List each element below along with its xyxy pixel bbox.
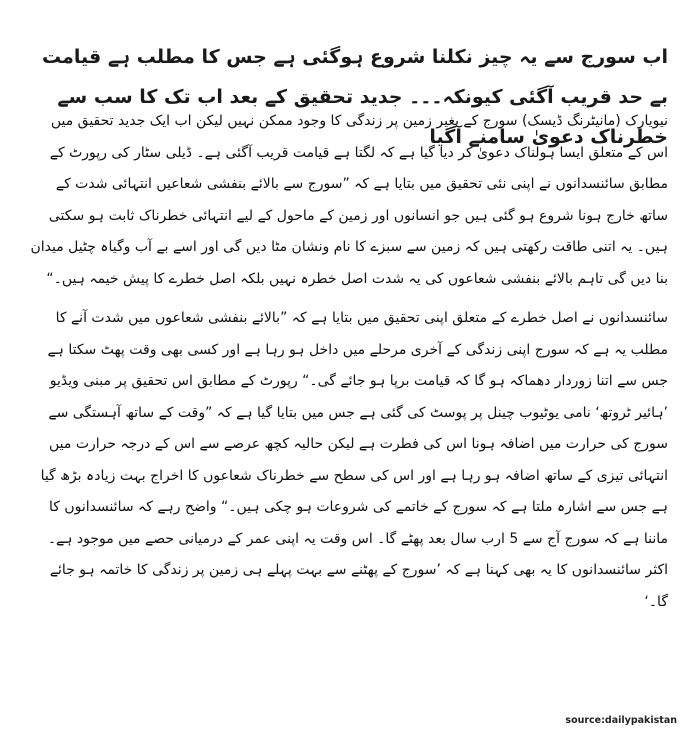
article-headline: اب سورج سے یہ چیز نکلنا شروع ہوگئی ہے جس کا مطلب ہے قیامت بے حد قریب آگئی کیونکہ۔۔۔ جدید تحقیق کے بعد اب تک کا سب سے خطرناک دعویٰ سامنے آگیا (42, 45, 668, 148)
source-credit: source:dailypakistan (565, 715, 677, 726)
article-paragraph-1: نیویارک (مانیٹرنگ ڈیسک) سورج کے بغیر زمین پر زندگی کا وجود ممکن نہیں لیکن اب ایک جدید تحقیق میں اس کے متعلق ایسا ہولناک دعویٰ کر دیا گیا ہے کہ لگتا ہے قیامت قریب آگئی ہے۔ ڈیلی سٹار کی رپورٹ کے مطابق سائنسدانوں نے اپنی نئی تحقیق میں بتایا ہے کہ ”سورج سے بالائے بنفشی شعاعیں انتہائی شدت کے ساتھ خارج ہونا شروع ہو گئی ہیں جو انسانوں اور زمین کے ماحول کے لیے انتہائی خطرناک ثابت ہو سکتی ہیں۔ یہ اتنی طاقت رکھتی ہیں کہ زمین سے سبزے کا نام ونشان مٹا دیں گی اور اسے بے آب وگیاہ چٹیل میدان بنا دیں گی تاہم بالائے بنفشی شعاعوں کی یہ شدت اصل خطرہ نہیں بلکہ اصل خطرے کا پیش خیمہ ہیں۔“ (30, 113, 668, 287)
article-body (26, 106, 668, 618)
article-paragraph-2: سائنسدانوں نے اصل خطرے کے متعلق اپنی تحقیق میں بتایا ہے کہ ”بالائے بنفشی شعاعوں میں شدت آنے کا مطلب یہ ہے کہ سورج اپنی زندگی کے آخری مرحلے میں داخل ہو رہا ہے اور کسی بھی وقت پھٹ سکتا ہے جس سے اتنا زوردار دھماکہ ہو گا کہ قیامت برپا ہو جائے گی۔“ رپورٹ کے مطابق اس تحقیق پر مبنی ویڈیو ’ہائیر ٹروتھ‘ نامی یوٹیوب چینل پر پوسٹ کی گئی ہے جس میں بتایا گیا ہے کہ ”وقت کے ساتھ آہستگی سے سورج کی حرارت میں اضافہ ہونا اس کی فطرت ہے لیکن حالیہ کچھ عرصے سے اس کے درجہ حرارت میں انتہائی تیزی کے ساتھ اضافہ ہو رہا ہے اور اس کی سطح سے خطرناک شعاعوں کا اخراج بہت زیادہ بڑھ گیا ہے جس سے اشارہ ملتا ہے کہ سورج کے خاتمے کی شروعات ہو چکی ہیں۔“ واضح رہے کہ سائنسدانوں کا ماننا ہے کہ سورج آج سے 5 ارب سال بعد پھٹے گا۔ اس وقت یہ اپنی عمر کے درمیانی حصے میں موجود ہے۔ اکثر سائنسدانوں کا یہ بھی کہنا ہے کہ ’سورج کے پھٹنے سے بہت پہلے ہی زمین پر زندگی کا خاتمہ ہو جائے گا۔‘ (40, 310, 668, 610)
